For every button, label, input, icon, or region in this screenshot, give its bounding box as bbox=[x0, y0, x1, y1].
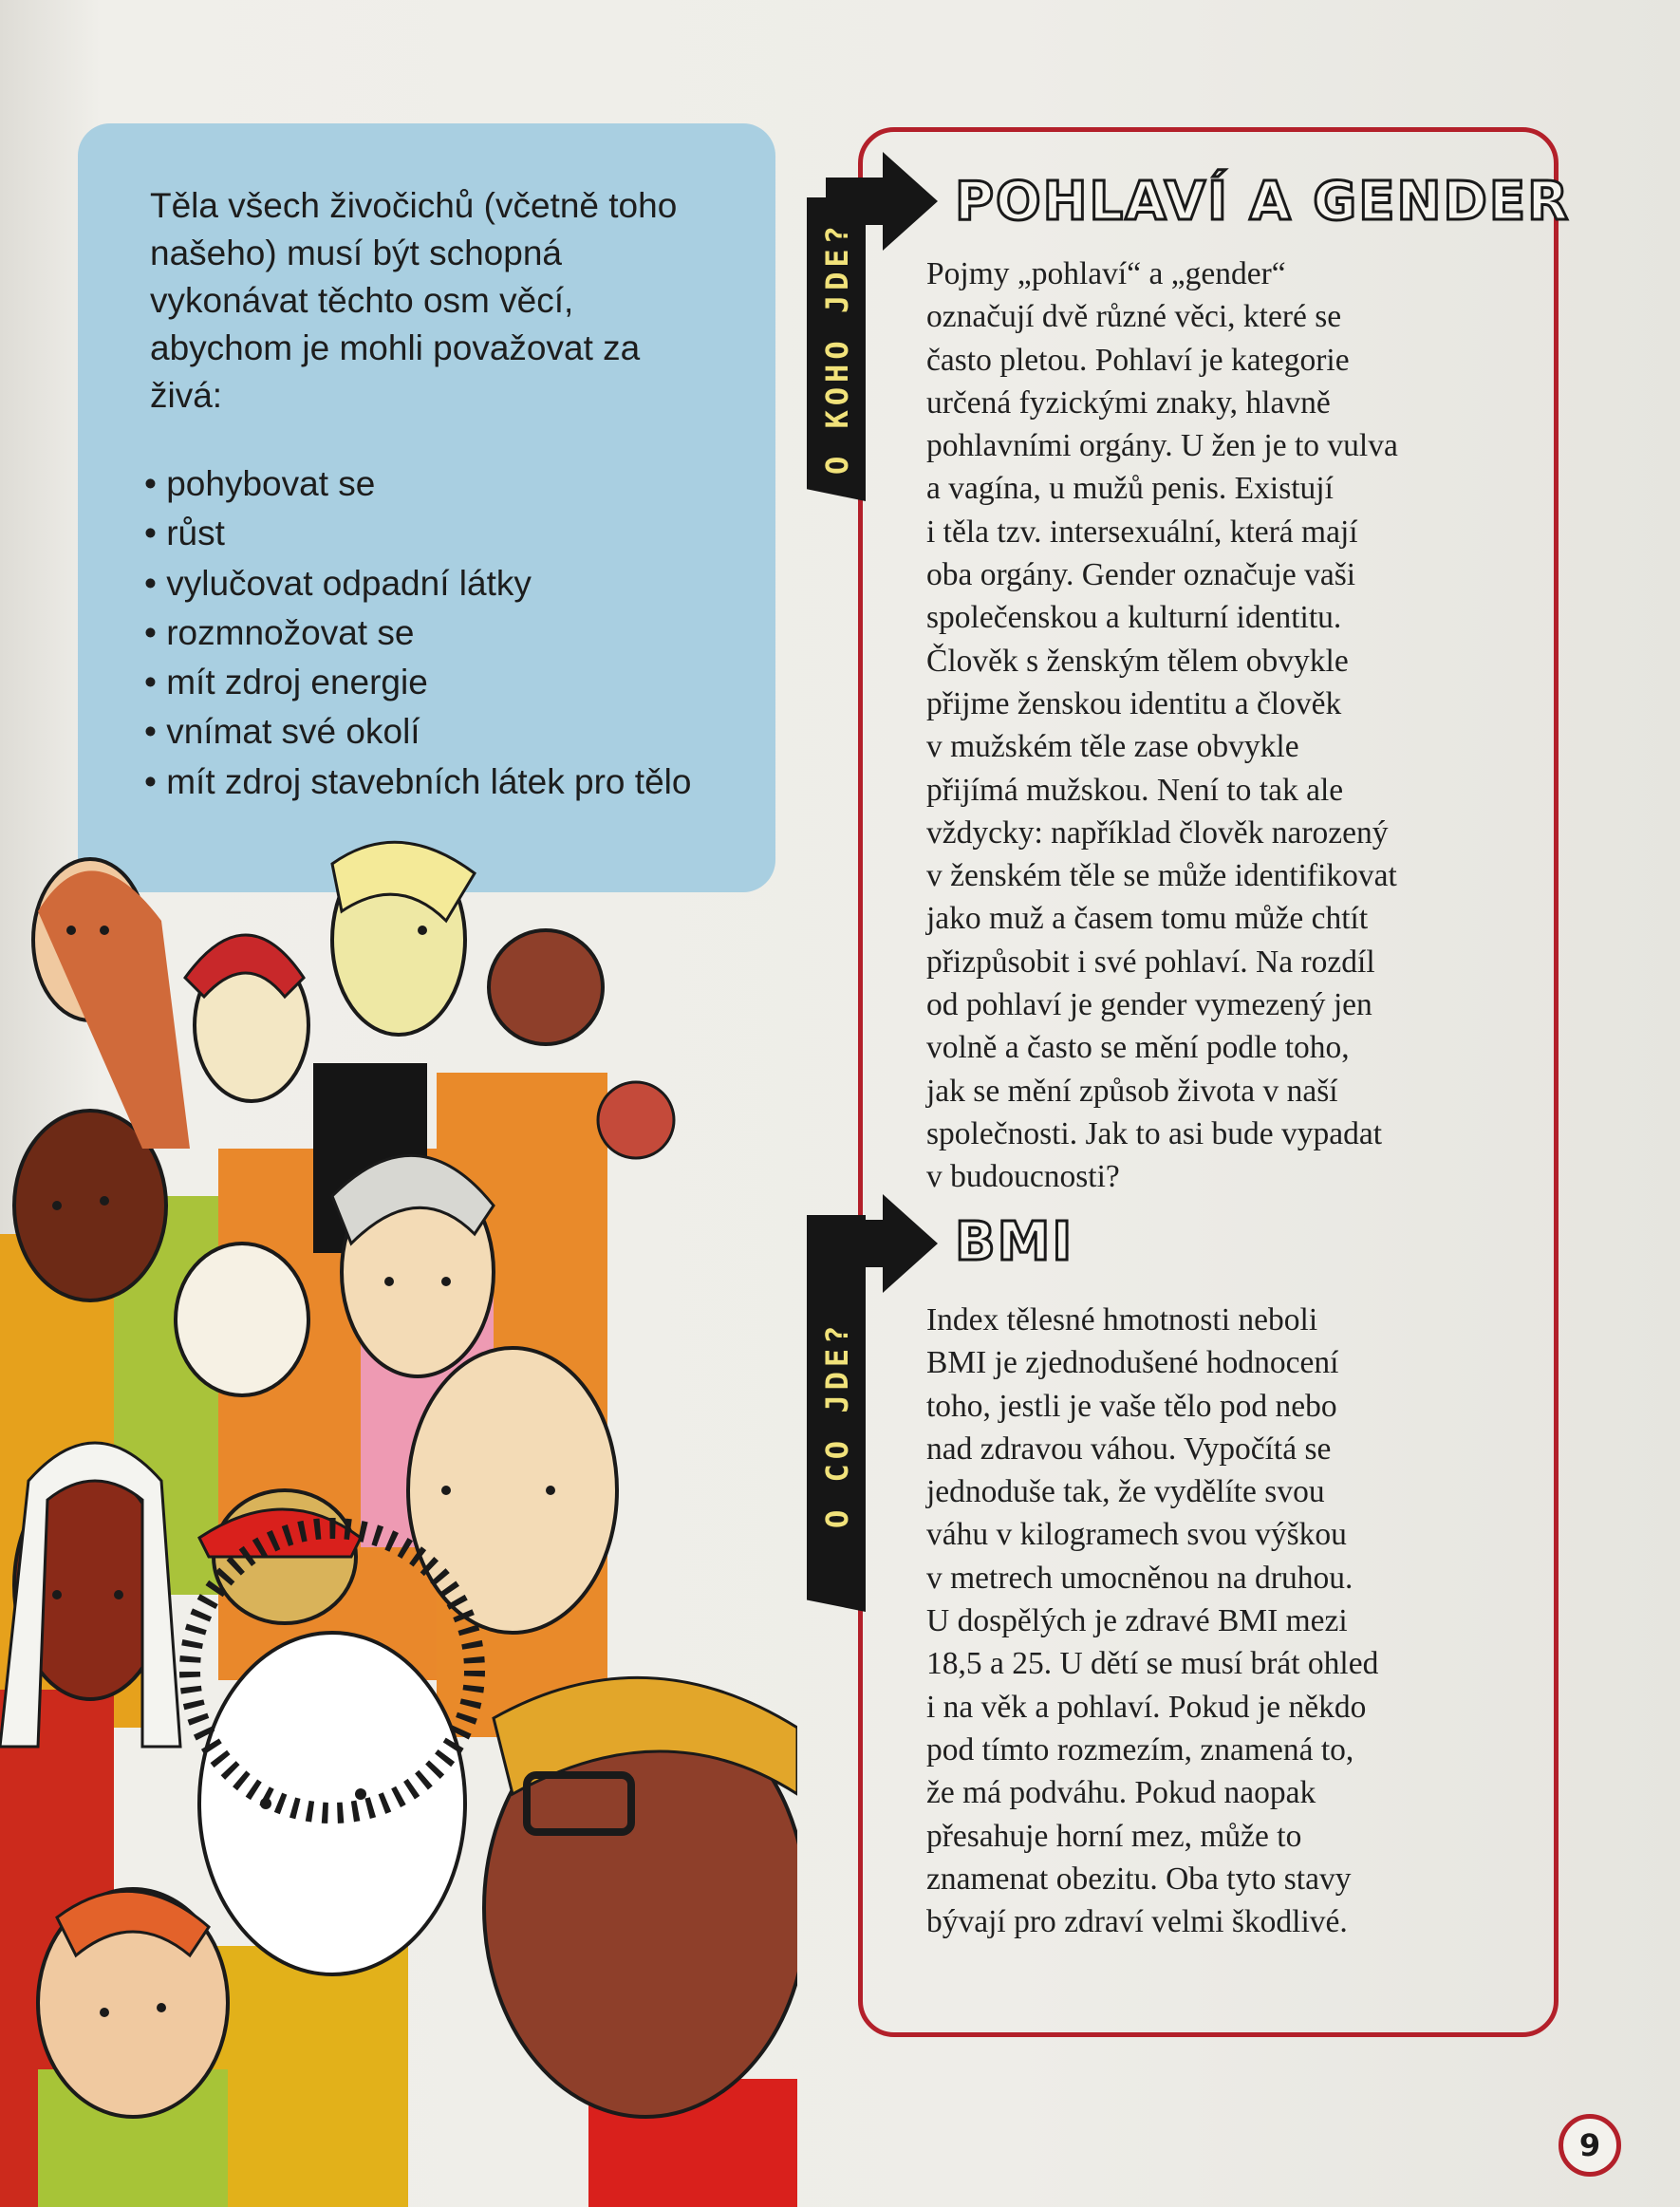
section-heading: BMI bbox=[955, 1211, 1074, 1273]
arrow-head-icon bbox=[883, 1194, 938, 1293]
life-functions-list bbox=[144, 459, 691, 807]
list-item: • vylučovat odpadní látky bbox=[144, 559, 691, 608]
page-number: 9 bbox=[1559, 2114, 1621, 2177]
list-item: • mít zdroj stavebních látek pro tělo bbox=[144, 757, 691, 807]
list-item: • pohybovat se bbox=[144, 459, 691, 509]
section-text: Index tělesné hmotnosti neboli BMI je zjednodušené hodnocení toho, jestli je vaše tělo pod nebo nad zdravou váhou. Vypočítá se jednoduše tak, že vydělíte svou váhu v kilogramech svou výškou v metrech umocněnou na druhou. U dospělých je zdravé BMI mezi 18,5 a 25. U dětí se musí brát ohled i na věk a pohlaví. Pokud je někdo pod tímto rozmezím, znamená to, že má podváhu. Pokud naopak přesahuje horní mez, může to znamenat obezitu. Oba tyto stavy bývají pro zdraví velmi škodlivé. bbox=[926, 1302, 1379, 1940]
banner-label: O KOHO JDE? bbox=[819, 221, 855, 475]
section-text: Pojmy „pohlaví“ a „gender“ označují dvě různé věci, které se často pletou. Pohlaví je kategorie určená fyzickými znaky, hlavně pohlavními orgány. U žen je to vulva a vagína, u mužů penis. Existují i těla tzv. intersexuální, která mají oba orgány. Gender označuje vaši společenskou a kulturní identitu. Člověk s ženským tělem obvykle přijme ženskou identitu a člověk v mužském těle zase obvykle přijímá mužskou. Není to tak ale vždycky: například člověk narozený v ženském těle se může identifikovat jako muž a časem tomu může chtít přizpůsobit i své pohlaví. Na rozdíl od pohlaví je gender vymezený jen volně a často se mění podle toho, jak se mění způsob života v naší společnosti. Jak to asi bude vypadat v budoucnosti? bbox=[926, 256, 1398, 1195]
list-item: • vnímat své okolí bbox=[144, 707, 691, 757]
section-heading: POHLAVÍ A GENDER bbox=[955, 171, 1571, 233]
people-illustration bbox=[0, 835, 797, 2207]
list-item: • rozmnožovat se bbox=[144, 608, 691, 658]
arrow-head-icon bbox=[883, 152, 938, 251]
list-item: • mít zdroj energie bbox=[144, 658, 691, 707]
list-item: • růst bbox=[144, 509, 691, 558]
banner-label: O CO JDE? bbox=[819, 1320, 855, 1528]
info-box-intro: Těla všech živočichů (včetně toho našeho) musí být schopná vykonávat těchto osm věcí, abychom je mohli považovat za živá: bbox=[150, 186, 678, 415]
